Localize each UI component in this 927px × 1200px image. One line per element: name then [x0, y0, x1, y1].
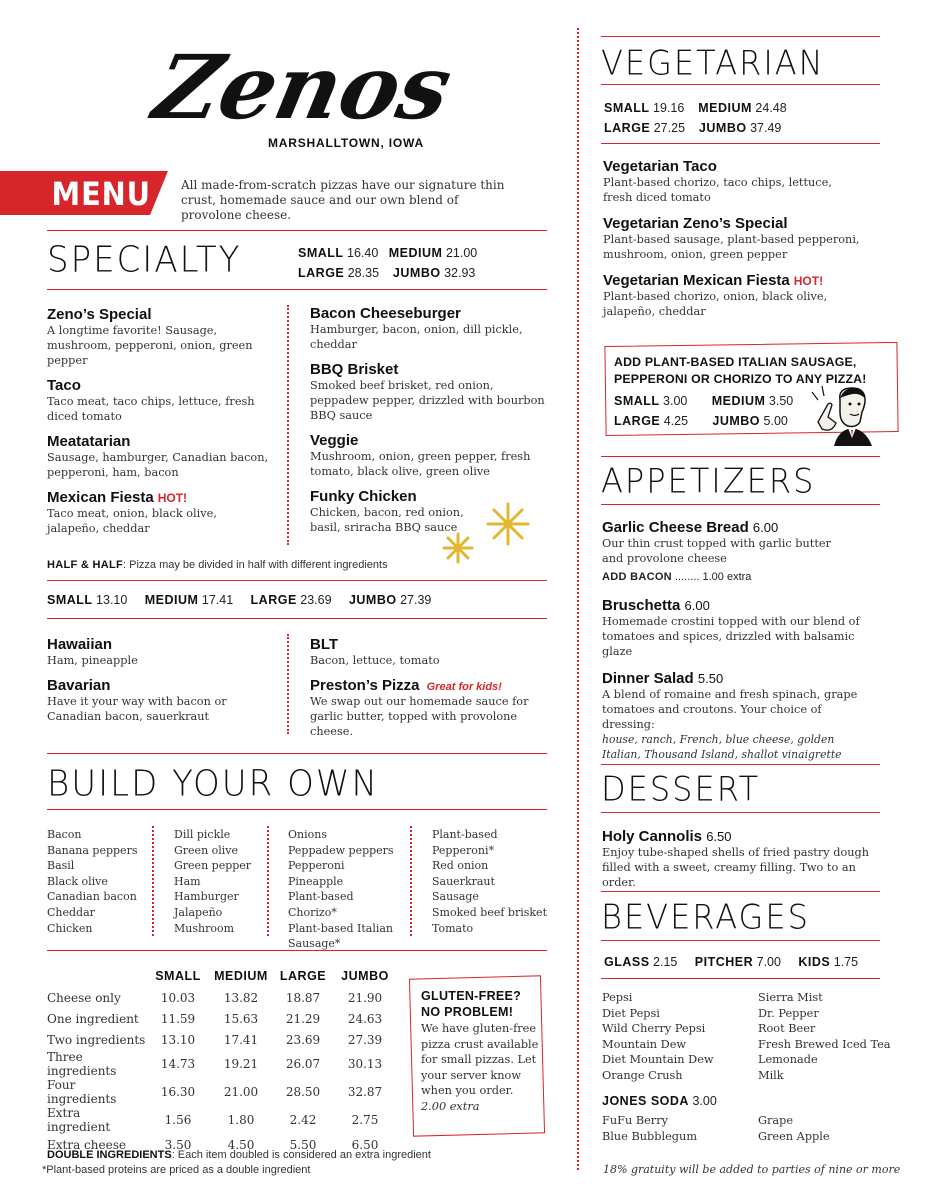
divider: [601, 891, 880, 892]
divider: [47, 950, 547, 951]
addon-title: ADD PLANT-BASED ITALIAN SAUSAGE, PEPPERONI OR CHORIZO TO ANY PIZZA!: [614, 355, 867, 386]
hot-badge: HOT!: [793, 274, 824, 288]
price-cell: 1.80: [227, 1113, 255, 1127]
ingredient: Pineapple: [288, 874, 344, 888]
price-cell: 13.82: [223, 990, 259, 1005]
row-label: Extra cheese: [47, 1137, 126, 1152]
half-and-half-note: HALF & HALF: Pizza may be divided in half with different ingredients: [47, 559, 388, 571]
ingredient: Hamburger: [174, 890, 239, 904]
divider: [47, 580, 547, 581]
price-cell: 30.13: [347, 1057, 383, 1071]
price-cell: 2.75: [351, 1113, 379, 1127]
row-label: Extra ingredient: [47, 1106, 111, 1134]
column-divider: [577, 28, 579, 1170]
dotted-divider: [287, 634, 289, 734]
ingredient: Plant-based Pepperoni*: [432, 828, 498, 857]
menu-item: Bavarian Have it your way with bacon or Canadian bacon, sauerkraut: [47, 677, 227, 723]
row-label: One ingredient: [47, 1011, 139, 1026]
vegetarian-prices: SMALL 19.16 MEDIUM 24.48 LARGE 27.25 JUMBO 37.49: [604, 101, 787, 135]
row-label: Four ingredients: [47, 1078, 117, 1106]
gluten-free-text: We have gluten-free pizza crust available for small pizzas. Let your server know when you order.: [421, 1022, 539, 1097]
table-row: [47, 987, 397, 1008]
table-row: [47, 1008, 397, 1029]
price-cell: 21.00: [223, 1085, 259, 1099]
price-cell: 18.87: [285, 990, 321, 1005]
table-row: [47, 1078, 397, 1106]
beverage-prices: GLASS 2.15 PITCHER 7.00 KIDS 1.75: [604, 955, 859, 969]
beverage-item: Dr. Pepper: [758, 1006, 819, 1020]
add-bacon-line: ADD BACON ........ 1.00 extra: [602, 571, 752, 583]
starburst-icon: [438, 498, 538, 578]
divider: [47, 618, 547, 619]
row-label: Three ingredients: [47, 1050, 117, 1078]
divider: [601, 812, 880, 813]
price-cell: 19.21: [223, 1057, 259, 1071]
appetizer-items: [602, 519, 882, 762]
divider: [47, 753, 547, 754]
price-cell: 10.03: [160, 990, 196, 1005]
byo-price-table: [47, 969, 397, 1155]
beverage-item: Fresh Brewed Iced Tea: [758, 1037, 891, 1051]
byo-col-2: [174, 827, 264, 936]
specialty-right-items-2: [310, 636, 545, 739]
beverage-item: Green Apple: [758, 1129, 830, 1143]
ingredient: Green olive: [174, 843, 239, 857]
beverage-item: Wild Cherry Pepsi: [602, 1022, 706, 1036]
jones-soda-label: JONES SODA 3.00: [602, 1094, 717, 1108]
appetizers-title: APPETIZERS: [601, 461, 816, 501]
jones-col-1: [602, 1113, 752, 1144]
ingredient: Red onion: [432, 859, 489, 873]
table-row: [47, 1029, 397, 1050]
price-cell: 11.59: [160, 1011, 196, 1026]
menu-item: Funky Chicken Chicken, bacon, red onion, basil, sriracha BBQ sauce: [310, 488, 464, 534]
ingredient: Mushroom: [174, 921, 235, 935]
price-cell: 3.50: [164, 1137, 192, 1152]
menu-item: Taco Taco meat, taco chips, lettuce, fresh diced tomato: [47, 377, 255, 423]
price-cell: 23.69: [285, 1032, 321, 1047]
zenos-logo-icon: [145, 30, 461, 140]
ingredient: Sauerkraut: [432, 874, 495, 888]
jones-col-2: [758, 1113, 898, 1144]
dotted-divider: [267, 826, 269, 936]
dotted-divider: [410, 826, 412, 936]
menu-item: Zeno’s Special A longtime favorite! Sausage, mushroom, pepperoni, onion, green pepper: [47, 306, 253, 367]
vegetarian-title: VEGETARIAN: [601, 43, 825, 83]
ingredient: Sausage: [432, 890, 479, 904]
dotted-divider: [287, 305, 289, 545]
price-cell: 32.87: [347, 1085, 383, 1099]
price-cell: 21.90: [347, 990, 383, 1005]
column-header: SMALL: [155, 969, 201, 983]
price-cell: 4.50: [227, 1137, 255, 1152]
table-row: [47, 1050, 397, 1078]
ingredient: Plant-based Chorizo*: [288, 890, 354, 919]
divider: [47, 809, 547, 810]
beverage-col-2: [758, 990, 898, 1084]
table-header-row: [47, 969, 397, 987]
specialty-prices-2: SMALL 13.10 MEDIUM 17.41 LARGE 23.69 JUMBO 27.39: [47, 593, 432, 607]
gluten-free-price: 2.00 extra: [421, 1099, 480, 1113]
beverage-item: Sierra Mist: [758, 991, 823, 1004]
price-cell: 21.29: [285, 1011, 321, 1026]
hot-badge: HOT!: [157, 491, 188, 505]
ingredient: Peppadew peppers: [288, 843, 394, 857]
ingredient: Green pepper: [174, 859, 252, 873]
price-cell: 14.73: [160, 1057, 196, 1071]
menu-banner: [0, 171, 168, 215]
specialty-prices: SMALL 16.40 MEDIUM 21.00 LARGE 28.35 JUMBO 32.93: [298, 246, 478, 280]
ingredient: Cheddar: [47, 905, 95, 919]
dotted-divider: [152, 826, 154, 936]
byo-col-1: [47, 827, 157, 936]
addon-prices: SMALL 3.00 MEDIUM 3.50 LARGE 4.25 JUMBO 5.00: [614, 394, 794, 428]
price-cell: 1.56: [164, 1113, 192, 1127]
gluten-free-title: GLUTEN-FREE? NO PROBLEM!: [421, 989, 522, 1019]
menu-item: Veggie Mushroom, onion, green pepper, fresh tomato, black olive, green olive: [310, 432, 531, 478]
svg-text:Zenos: Zenos: [145, 34, 461, 139]
column-header: JUMBO: [341, 969, 389, 983]
price-cell: 6.50: [351, 1137, 379, 1152]
price-cell: 13.10: [160, 1032, 196, 1047]
menu-item: Bruschetta 6.00 Homemade crostini topped with our blend of tomatoes and spices, drizzled with balsamic glaze: [602, 597, 860, 658]
kids-note: Great for kids!: [426, 681, 502, 693]
row-label: Cheese only: [47, 990, 121, 1005]
divider: [601, 764, 880, 765]
specialty-left-items-2: [47, 636, 272, 724]
specialty-title: SPECIALTY: [47, 239, 242, 281]
menu-item: Vegetarian Mexican Fiesta HOT! Plant-based chorizo, onion, black olive, jalapeño, cheddar: [603, 272, 828, 318]
location-label: MARSHALLTOWN, IOWA: [268, 136, 424, 150]
retro-man-icon: [810, 382, 876, 446]
ingredient: Black olive: [47, 874, 108, 888]
ingredient: Pepperoni: [288, 859, 345, 873]
menu-item: BBQ Brisket Smoked beef brisket, red onion, peppadew pepper, drizzled with bourbon BBQ sauce: [310, 361, 545, 422]
beverage-item: Grape: [758, 1114, 794, 1127]
menu-item: Vegetarian Taco Plant-based chorizo, taco chips, lettuce, fresh diced tomato: [603, 158, 832, 204]
dessert-title: DESSERT: [601, 769, 761, 809]
menu-item: Dinner Salad 5.50 A blend of romaine and fresh spinach, grape tomatoes and croutons. Your choice of dressing: house, ranch, French, blue cheese, golden Italian, Thousand Island, shallot vinaigrette: [602, 670, 858, 761]
ingredient: Onions: [288, 828, 327, 841]
price-cell: 28.50: [285, 1085, 321, 1099]
beverage-item: Lemonade: [758, 1053, 818, 1067]
divider: [601, 940, 880, 941]
ingredient: Basil: [47, 859, 75, 873]
beverage-item: Orange Crush: [602, 1068, 683, 1082]
beverage-item: Diet Pepsi: [602, 1006, 660, 1020]
ingredient: Chicken: [47, 921, 93, 935]
specialty-left-items: [47, 306, 272, 536]
table-row: [47, 1106, 397, 1134]
menu-item: Garlic Cheese Bread 6.00 Our thin crust topped with garlic butter and provolone cheese ADD BACON ........ 1.00 extra: [602, 519, 842, 583]
price-cell: 17.41: [223, 1032, 259, 1047]
divider: [601, 978, 880, 979]
ingredient: Jalapeño: [174, 905, 223, 919]
divider: [601, 504, 880, 505]
beverage-item: Blue Bubblegum: [602, 1129, 698, 1143]
ingredient: Ham: [174, 874, 201, 888]
menu-label: MENU: [51, 175, 151, 213]
divider: [601, 84, 880, 85]
ingredient: Canadian bacon: [47, 890, 137, 904]
row-label: Two ingredients: [47, 1032, 146, 1047]
ingredient: Tomato: [432, 921, 474, 935]
beverage-item: Pepsi: [602, 991, 633, 1004]
ingredient: Dill pickle: [174, 828, 231, 841]
byo-col-3: [288, 827, 403, 952]
divider: [47, 230, 547, 231]
divider: [601, 143, 880, 144]
price-cell: 26.07: [285, 1057, 321, 1071]
ingredient: Banana peppers: [47, 843, 138, 857]
menu-item: Meatatarian Sausage, hamburger, Canadian bacon, pepperoni, ham, bacon: [47, 433, 269, 479]
price-cell: 27.39: [347, 1032, 383, 1047]
menu-item: Bacon Cheeseburger Hamburger, bacon, onion, dill pickle, cheddar: [310, 305, 523, 351]
menu-intro: All made-from-scratch pizzas have our signature thin crust, homemade sauce and our own blend of provolone cheese.: [181, 178, 505, 222]
beverage-item: Diet Mountain Dew: [602, 1053, 714, 1067]
double-ingredients-note: DOUBLE INGREDIENTS: Each item doubled is considered an extra ingredient: [47, 1149, 431, 1161]
price-cell: 15.63: [223, 1011, 259, 1026]
beverage-item: Mountain Dew: [602, 1037, 687, 1051]
price-cell: 2.42: [289, 1113, 317, 1127]
beverage-item: Milk: [758, 1068, 784, 1082]
menu-item: Preston’s Pizza Great for kids! We swap out our homemade sauce for garlic butter, topped with provolone cheese.: [310, 677, 529, 738]
menu-item: BLT Bacon, lettuce, tomato: [310, 636, 440, 667]
byo-title: BUILD YOUR OWN: [47, 763, 379, 805]
plant-based-note: *Plant-based proteins are priced as a double ingredient: [42, 1164, 311, 1176]
vegetarian-items: [603, 158, 878, 319]
divider: [601, 456, 880, 457]
ingredient: Sausage*: [288, 937, 341, 951]
byo-col-4: [432, 827, 552, 936]
dessert-item: Holy Cannolis 6.50 Enjoy tube-shaped shells of fried pastry dough filled with a sweet, creamy filling. Two to an order.: [602, 828, 870, 889]
price-cell: 24.63: [347, 1011, 383, 1026]
divider: [601, 36, 880, 37]
logo: [145, 30, 461, 140]
ingredient: Smoked beef brisket: [432, 905, 547, 919]
divider: [47, 289, 547, 290]
beverage-item: FuFu Berry: [602, 1114, 668, 1127]
menu-item: Hawaiian Ham, pineapple: [47, 636, 138, 667]
beverage-item: Root Beer: [758, 1022, 816, 1036]
gratuity-note: 18% gratuity will be added to parties of nine or more: [603, 1163, 901, 1176]
menu-item: Vegetarian Zeno’s Special Plant-based sausage, plant-based pepperoni, mushroom, onion, green pepper: [603, 215, 860, 261]
ingredient: Bacon: [47, 828, 82, 841]
ingredient: Plant-based Italian: [288, 921, 393, 935]
column-header: LARGE: [279, 969, 327, 983]
beverage-col-1: [602, 990, 752, 1084]
menu-item: Mexican Fiesta HOT! Taco meat, onion, black olive, jalapeño, cheddar: [47, 489, 217, 535]
beverages-title: BEVERAGES: [601, 897, 810, 937]
price-cell: 16.30: [160, 1085, 196, 1099]
column-header: MEDIUM: [214, 969, 268, 983]
gluten-free-content: [421, 988, 539, 1114]
price-cell: 5.50: [289, 1137, 317, 1152]
